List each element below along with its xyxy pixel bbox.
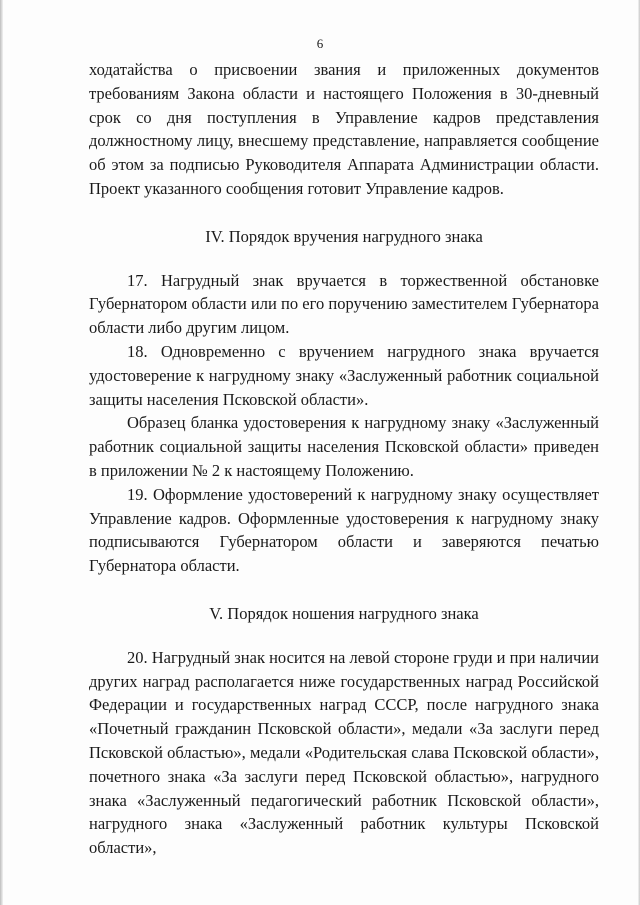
page-number: 6 [316, 36, 324, 51]
paragraph-18: 18. Одновременно с вручением нагрудного знака вручается удостоверение к нагрудному знаку «Заслуженный работник социальной защиты населения Псковской области». [89, 341, 599, 409]
paragraph-17: 17. Нагрудный знак вручается в торжественной обстановке Губернатором области или по его поручению заместителем Губернатора области либо другим лицом. [89, 270, 599, 338]
paragraph-19: 19. Оформление удостоверений к нагрудному знаку осуществляет Управление кадров. Оформленные удостоверения к нагрудному знаку подписываются Губернатором области и заверяются печатью Губернатора области. [89, 484, 599, 576]
paragraph-continuation: ходатайства о присвоении звания и приложенных документов требованиям Закона области и настоящего Положения в 30-дневный срок со дня поступления в Управление кадров представления должностному лицу, внесшему представление, направляется сообщение об этом за подписью Руководителя Аппарата Администрации области. Проект указанного сообщения готовит Управление кадров. [89, 60, 599, 198]
spacer [89, 626, 599, 646]
spacer [89, 201, 599, 225]
paragraph-sample-form: Образец бланка удостоверения к нагрудному знаку «Заслуженный работник социальной защиты населения Псковской области» приведен в приложении № 2 к настоящему Положению. [89, 413, 599, 480]
document-body [89, 58, 599, 860]
section-heading-v: V. Порядок ношения нагрудного знака [209, 603, 479, 623]
spacer [89, 578, 599, 602]
spacer [89, 249, 599, 269]
section-heading-iv: IV. Порядок вручения нагрудного знака [205, 226, 483, 246]
scan-edge-left [0, 0, 3, 905]
paragraph-20: 20. Нагрудный знак носится на левой стороне груди и при наличии других наград располагается ниже государственных наград Российской Федерации и государственных наград СССР, после нагрудного знака «Почетный гражданин Псковской области», медали «За заслуги перед Псковской областью», медали «Родительская слава Псковской области», почетного знака «За заслуги перед Псковской областью», нагрудного знака «Заслуженный педагогический работник Псковской области», нагрудного знака «Заслуженный работник культуры Псковской области», [89, 647, 599, 858]
